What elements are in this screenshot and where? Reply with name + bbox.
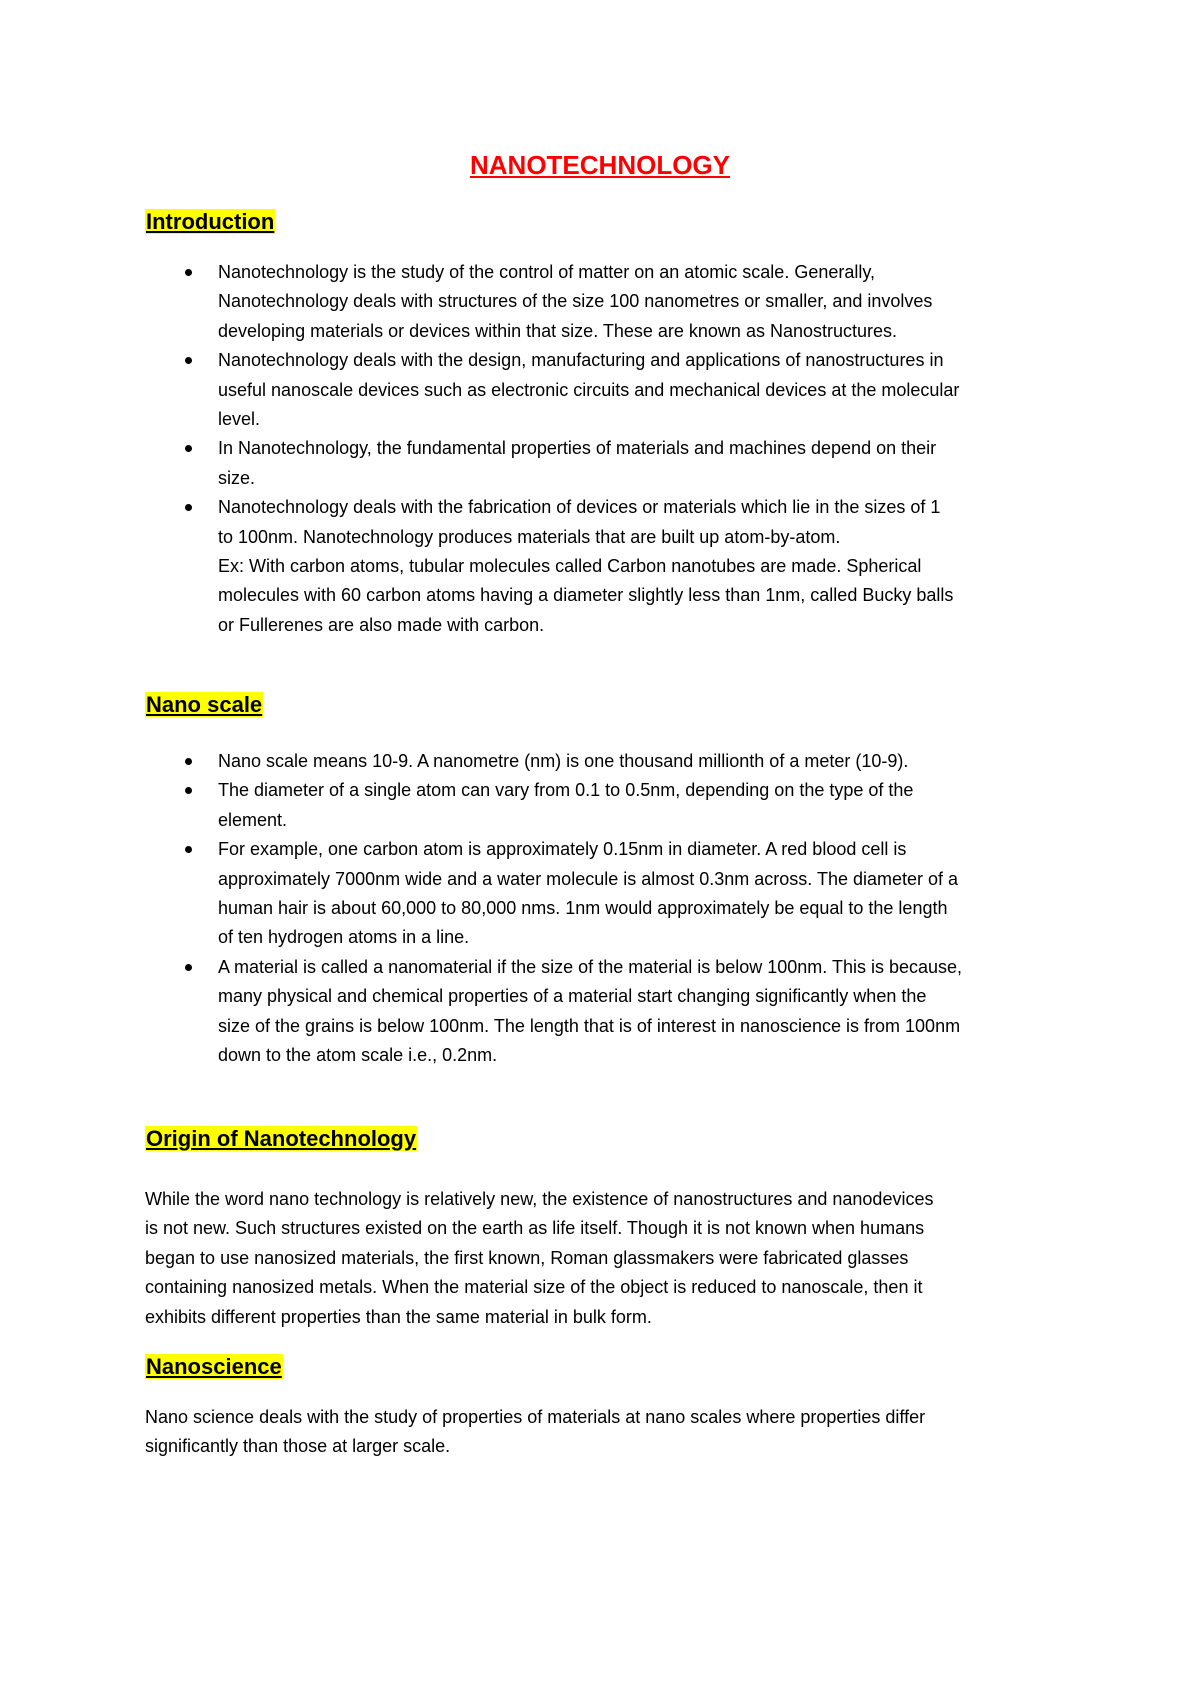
text-line: level. [218,409,261,430]
bullet-icon [185,504,192,511]
text-line: While the word nano technology is relatively new, the existence of nanostructures and nanodevices [145,1189,934,1209]
bullet-icon [185,787,192,794]
bullet-icon [185,269,192,276]
text-line: Nano science deals with the study of properties of materials at nano scales where properties differ [145,1407,926,1427]
bullet-icon [185,445,192,452]
list-item [145,258,1065,346]
text-line: Nanotechnology is the study of the control of matter on an atomic scale. Generally, [218,262,876,282]
nano-scale-bullet-list [145,747,1065,1070]
section-heading-origin [145,1124,417,1154]
text-line: size. [218,467,256,488]
section-heading-introduction [145,207,275,237]
bullet-icon [185,758,192,765]
heading-text: Introduction [146,209,275,234]
text-line: or Fullerenes are also made with carbon. [218,614,545,635]
bullet-icon [185,846,192,853]
text-line: Nanotechnology deals with the design, manufacturing and applications of nanostructures in [218,350,944,371]
document-title: NANOTECHNOLOGY [470,150,730,180]
text-line: many physical and chemical properties of a material start changing significantly when the [218,986,927,1007]
bullet-icon [185,357,192,364]
bullet-icon [185,964,192,971]
list-item [145,953,1065,1071]
text-line: For example, one carbon atom is approximately 0.15nm in diameter. A red blood cell is [218,839,907,860]
text-line: down to the atom scale i.e., 0.2nm. [218,1045,498,1066]
heading-text: Nanoscience [146,1354,282,1379]
text-line: element. [218,809,288,830]
text-line: significantly than those at larger scale. [145,1436,451,1457]
text-line: containing nanosized metals. When the material size of the object is reduced to nanoscale, then it [145,1277,923,1298]
text-line: Ex: With carbon atoms, tubular molecules called Carbon nanotubes are made. Spherical [218,556,922,577]
introduction-bullet-list [145,258,1065,640]
section-heading-nano-scale [145,690,263,720]
text-line: Nanotechnology deals with the fabrication of devices or materials which lie in the sizes of 1 [218,497,941,518]
text-line: Nanotechnology deals with structures of the size 100 nanometres or smaller, and involves [218,291,933,312]
text-line: to 100nm. Nanotechnology produces materials that are built up atom-by-atom. [218,526,841,547]
text-line: Nano scale means 10-9. A nanometre (nm) is one thousand millionth of a meter (10-9). [218,751,909,771]
list-item [145,434,1065,493]
text-line: human hair is about 60,000 to 80,000 nms. 1nm would approximately be equal to the length [218,898,948,919]
text-line: developing materials or devices within that size. These are known as Nanostructures. [218,320,898,341]
list-item [145,346,1065,434]
text-line: is not new. Such structures existed on the earth as life itself. Though it is not known when humans [145,1218,925,1239]
text-line: approximately 7000nm wide and a water molecule is almost 0.3nm across. The diameter of a [218,868,959,889]
heading-text: Origin of Nanotechnology [146,1126,417,1151]
text-line: of ten hydrogen atoms in a line. [218,927,470,948]
list-item [145,776,1065,835]
text-line: The diameter of a single atom can vary from 0.1 to 0.5nm, depending on the type of the [218,780,914,801]
section-heading-nanoscience [145,1352,283,1382]
list-item [145,747,1065,776]
text-line: size of the grains is below 100nm. The length that is of interest in nanoscience is from 100nm [218,1015,961,1036]
nanoscience-paragraph [145,1403,1065,1462]
text-line: began to use nanosized materials, the first known, Roman glassmakers were fabricated glasses [145,1247,909,1268]
heading-text: Nano scale [146,692,263,717]
text-line: A material is called a nanomaterial if the size of the material is below 100nm. This is because, [218,956,963,977]
list-item [145,835,1065,953]
text-line: useful nanoscale devices such as electronic circuits and mechanical devices at the molecular [218,379,960,400]
list-item [145,493,1065,640]
text-line: In Nanotechnology, the fundamental properties of materials and machines depend on their [218,438,937,459]
text-line: molecules with 60 carbon atoms having a diameter slightly less than 1nm, called Bucky balls [218,585,954,606]
text-line: exhibits different properties than the same material in bulk form. [145,1306,652,1327]
origin-paragraph [145,1185,1065,1332]
